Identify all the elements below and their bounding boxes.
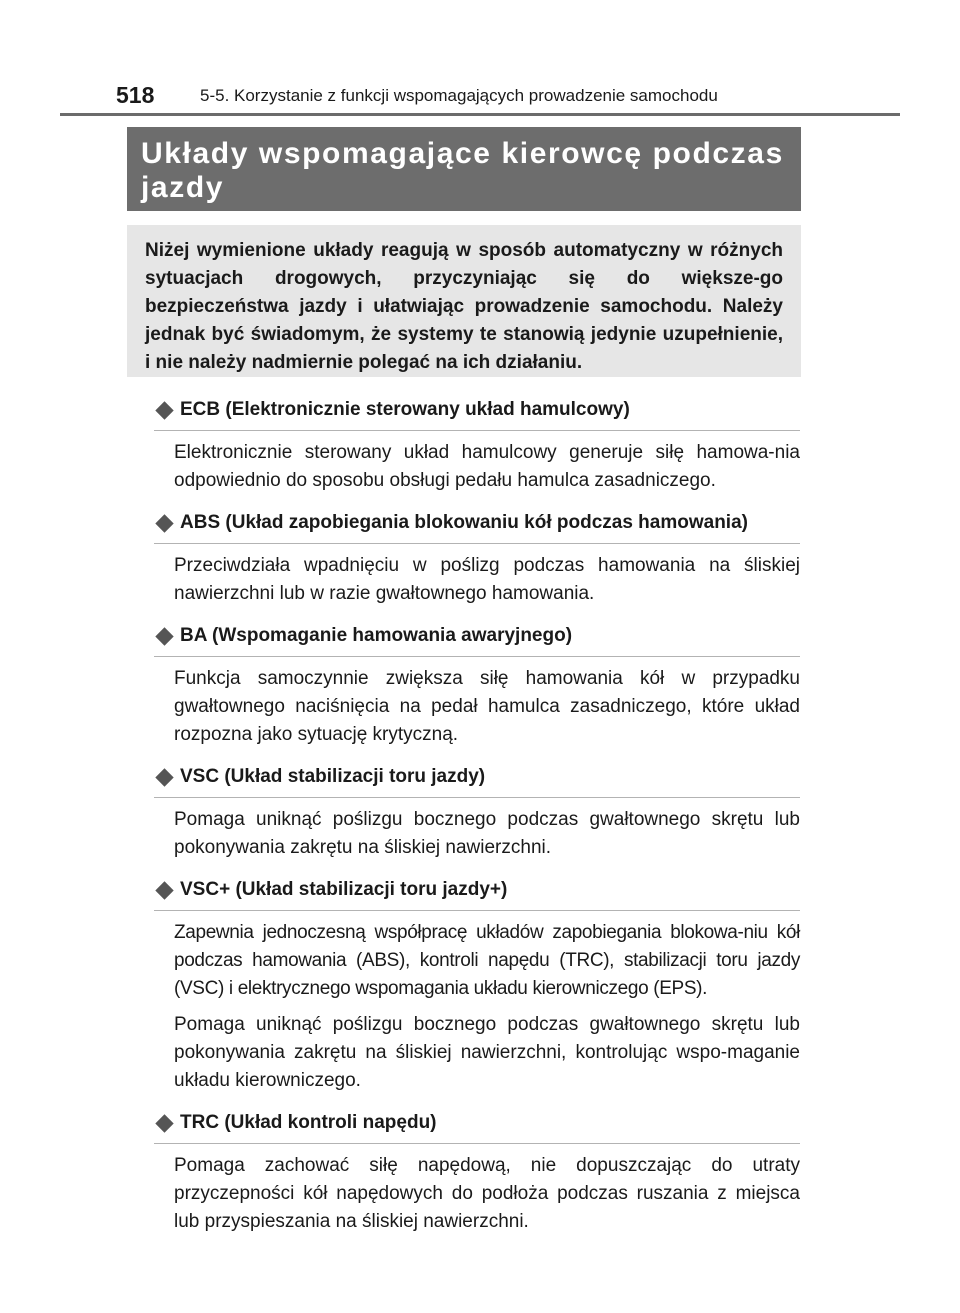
diamond-bullet-icon	[155, 1114, 173, 1132]
intro-box	[127, 225, 801, 377]
diamond-bullet-icon	[155, 401, 173, 419]
section-paragraph: Pomaga zachować siłę napędową, nie dopuszczając do utraty przyczepności kół napędowych do podłoża podczas ruszania z miejsca lub przyspieszania na śliskiej nawierzchni.	[174, 1155, 800, 1232]
section-abs	[154, 509, 800, 608]
section-vsc	[154, 763, 800, 862]
section-trc	[154, 1109, 800, 1236]
section-heading	[154, 763, 800, 798]
section-paragraph: Przeciwdziała wpadnięciu w poślizg podczas hamowania na śliskiej nawierzchni lub w razie gwałtownego hamowania.	[174, 555, 800, 604]
section-ecb	[154, 396, 800, 495]
running-title: 5-5. Korzystanie z funkcji wspomagających prowadzenie samochodu	[200, 86, 718, 105]
page-title: Układy wspomagające kierowcę podczas jazdy	[141, 137, 784, 204]
section-heading	[154, 876, 800, 911]
section-paragraph: Pomaga uniknąć poślizgu bocznego podczas gwałtownego skrętu lub pokonywania zakrętu na śliskiej nawierzchni.	[174, 809, 800, 858]
diamond-bullet-icon	[155, 881, 173, 899]
page-header	[116, 80, 896, 114]
section-heading-text: ABS (Układ zapobiegania blokowaniu kół podczas hamowania)	[180, 512, 748, 533]
diamond-bullet-icon	[155, 768, 173, 786]
section-heading	[154, 1109, 800, 1144]
section-heading-text: TRC (Układ kontroli napędu)	[180, 1112, 437, 1133]
section-paragraph: Zapewnia jednoczesną współpracę układów zapobiegania blokowa-niu kół podczas hamowania (ABS), kontroli napędu (TRC), stabilizacji toru jazdy (VSC) i elektrycznego wspomagania układu kierowniczego (EPS).	[174, 922, 800, 999]
page-number: 518	[116, 82, 155, 108]
section-ba	[154, 622, 800, 749]
section-heading-text: VSC (Układ stabilizacji toru jazdy)	[180, 766, 486, 787]
section-title-banner	[127, 127, 801, 211]
diamond-bullet-icon	[155, 627, 173, 645]
section-heading-text: BA (Wspomaganie hamowania awaryjnego)	[180, 625, 573, 646]
section-heading	[154, 396, 800, 431]
section-vsc-plus	[154, 876, 800, 1095]
section-heading	[154, 509, 800, 544]
intro-text: Niżej wymienione układy reagują w sposób automatyczny w różnych sytuacjach drogowych, przyczyniając się do większe-go bezpieczeństwa jazdy i ułatwiając prowadzenie samochodu. Należy jednak być świadomym, że systemy te stanowią jedynie uzupełnienie, i nie należy nadmiernie polegać na ich działaniu.	[145, 240, 783, 373]
section-heading-text: ECB (Elektronicznie sterowany układ hamulcowy)	[180, 399, 630, 420]
header-divider	[60, 113, 900, 116]
section-paragraph: Funkcja samoczynnie zwiększa siłę hamowania kół w przypadku gwałtownego naciśnięcia na pedał hamulca zasadniczego, które układ rozpozna jako sytuację krytyczną.	[174, 668, 800, 745]
section-paragraph: Pomaga uniknąć poślizgu bocznego podczas gwałtownego skrętu lub pokonywania zakrętu na śliskiej nawierzchni, kontrolując wspo-maganie układu kierowniczego.	[174, 1014, 800, 1091]
section-heading	[154, 622, 800, 657]
diamond-bullet-icon	[155, 514, 173, 532]
content-body	[154, 396, 800, 1236]
section-heading-text: VSC+ (Układ stabilizacji toru jazdy+)	[180, 879, 508, 900]
section-paragraph: Elektronicznie sterowany układ hamulcowy generuje siłę hamowa-nia odpowiednio do sposobu obsługi pedału hamulca zasadniczego.	[174, 442, 800, 491]
